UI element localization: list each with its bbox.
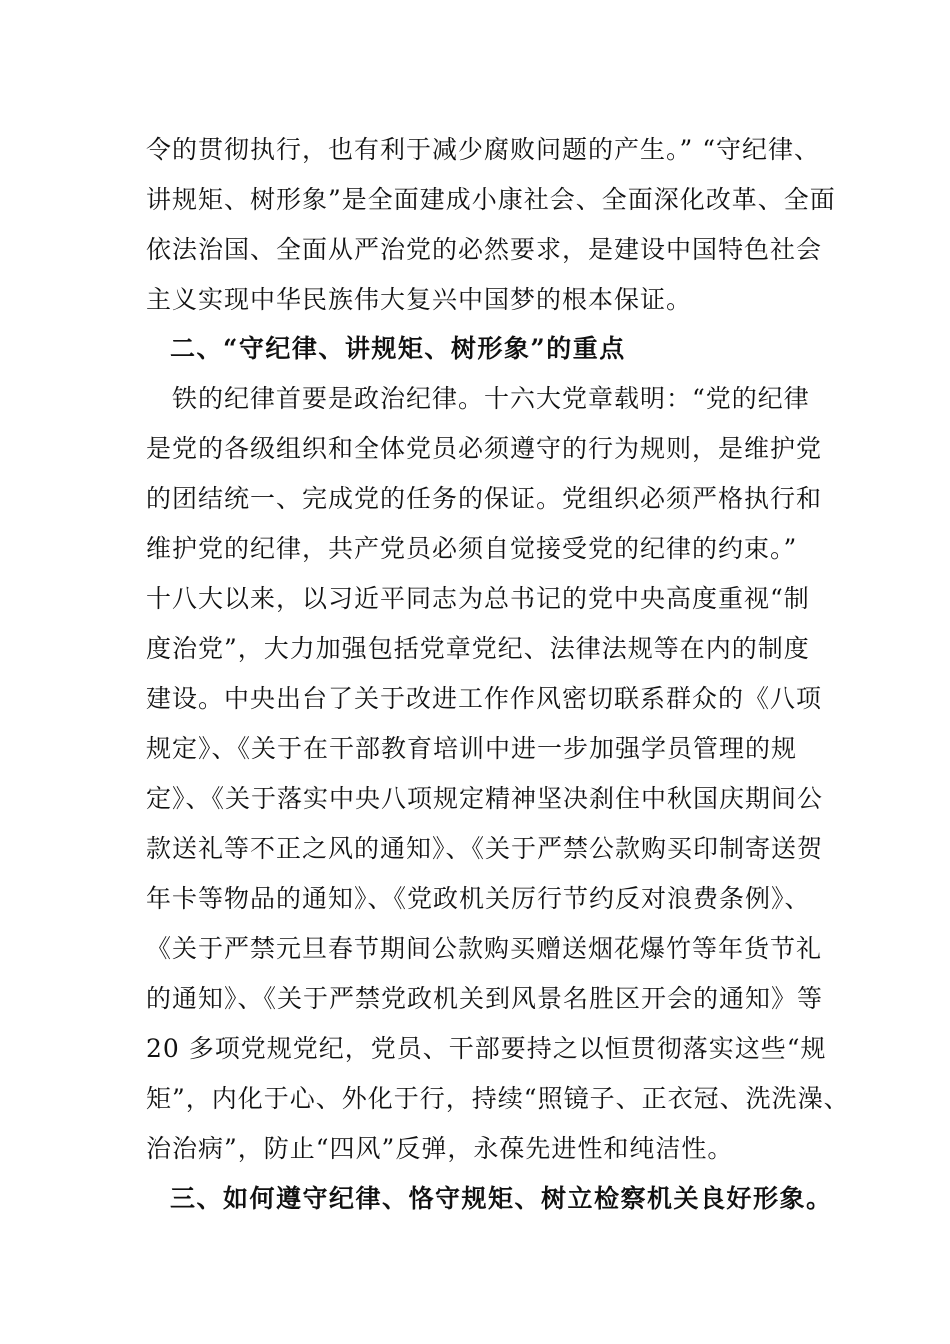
text-line-18: 的通知》、《关于严禁党政机关到风景名胜区开会的通知》等 [146, 984, 824, 1013]
text-line-15: 款送礼等不正之风的通知》、《关于严禁公款购买印制寄送贺 [146, 834, 824, 863]
text-line-11: 度治党”，大力加强包括党章党纪、法律法规等在内的制度 [146, 634, 810, 663]
text-line-4: 主义实现中华民族伟大复兴中国梦的根本保证。 [146, 285, 693, 314]
text-line-8: 的团结统一、完成党的任务的保证。党组织必须严格执行和 [146, 484, 823, 513]
text-line-17: 《关于严禁元旦春节期间公款购买赠送烟花爆竹等年货节礼 [146, 934, 823, 963]
section-heading-3: 三、如何遵守纪律、恪守规矩、树立检察机关良好形象。 [170, 1184, 833, 1213]
text-line-19: 20 多项党规党纪，党员、干部要持之以恒贯彻落实这些“规 [146, 1034, 827, 1063]
paragraph-first-line: 铁的纪律首要是政治纪律。十六大党章载明：“党的纪律 [172, 384, 810, 413]
text-line-2: 讲规矩、树形象”是全面建成小康社会、全面深化改革、全面 [146, 185, 836, 214]
text-line-20: 矩”，内化于心、外化于行，持续“照镜子、正衣冠、洗洗澡、 [146, 1084, 850, 1113]
text-line-9: 维护党的纪律，共产党员必须自觉接受党的纪律的约束。” [146, 534, 798, 563]
text-line-16: 年卡等物品的通知》、《党政机关厉行节约反对浪费条例》、 [146, 884, 811, 913]
text-line-12: 建设。中央出台了关于改进工作作风密切联系群众的《八项 [146, 684, 823, 713]
text-line-10: 十八大以来，以习近平同志为总书记的党中央高度重视“制 [146, 584, 810, 613]
text-line-13: 规定》、《关于在干部教育培训中进一步加强学员管理的规 [146, 734, 798, 763]
text-line-3: 依法治国、全面从严治党的必然要求，是建设中国特色社会 [146, 235, 823, 264]
text-line-1: 令的贯彻执行，也有利于减少腐败问题的产生。” “守纪律、 [146, 135, 821, 164]
text-line-7: 是党的各级组织和全体党员必须遵守的行为规则，是维护党 [146, 434, 823, 463]
section-heading-2: 二、“守纪律、讲规矩、树形象”的重点 [170, 334, 626, 363]
text-line-21: 治治病”，防止“四风”反弹，永葆先进性和纯洁性。 [146, 1134, 734, 1163]
text-line-14: 定》、《关于落实中央八项规定精神坚决刹住中秋国庆期间公 [146, 784, 824, 813]
